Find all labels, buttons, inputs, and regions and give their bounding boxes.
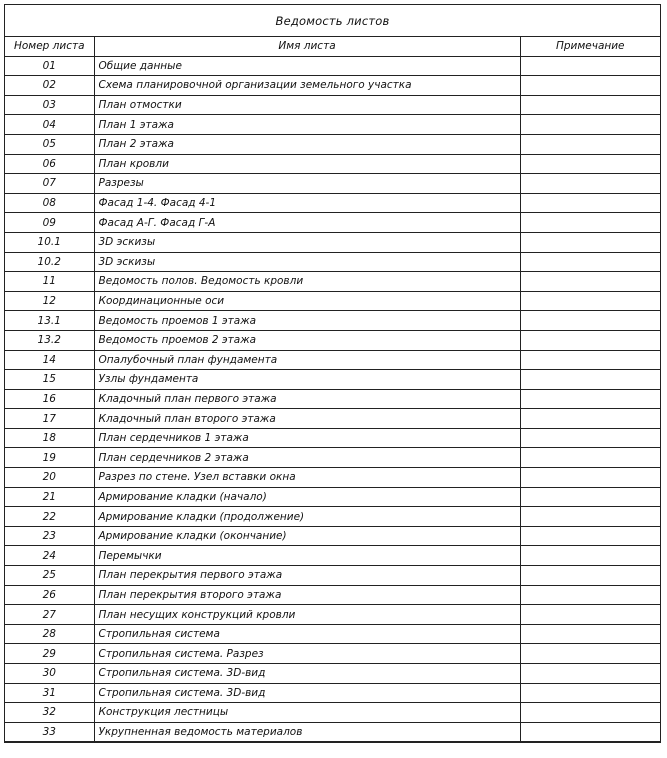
- sheet-note-cell: [520, 546, 660, 566]
- sheet-name-cell: Узлы фундамента: [94, 370, 520, 390]
- sheet-note-cell: [520, 605, 660, 625]
- sheet-number-cell: 04: [5, 115, 94, 135]
- sheet-number-cell: 27: [5, 605, 94, 625]
- table-row: [5, 566, 660, 586]
- sheet-note-cell: [520, 507, 660, 527]
- sheet-name-cell: Опалубочный план фундамента: [94, 350, 520, 370]
- table-row: [5, 174, 660, 194]
- sheet-number-cell: 21: [5, 487, 94, 507]
- sheet-number-cell: 29: [5, 644, 94, 664]
- table-body: [5, 56, 660, 742]
- sheet-number-cell: 33: [5, 722, 94, 742]
- sheet-note-cell: [520, 311, 660, 331]
- table-row: [5, 644, 660, 664]
- table-row: [5, 134, 660, 154]
- sheet-name-cell: 3D эскизы: [94, 232, 520, 252]
- sheet-name-cell: Фасад А-Г. Фасад Г-А: [94, 213, 520, 233]
- sheet-note-cell: [520, 272, 660, 292]
- table-row: [5, 605, 660, 625]
- sheet-name-cell: План 1 этажа: [94, 115, 520, 135]
- sheet-note-cell: [520, 134, 660, 154]
- sheets-table: [5, 37, 660, 742]
- sheet-number-cell: 19: [5, 448, 94, 468]
- sheet-note-cell: [520, 95, 660, 115]
- sheet-name-cell: Координационные оси: [94, 291, 520, 311]
- sheet-number-cell: 31: [5, 683, 94, 703]
- sheet-note-cell: [520, 350, 660, 370]
- table-row: [5, 291, 660, 311]
- table-title: Ведомость листов: [5, 5, 660, 37]
- sheet-note-cell: [520, 664, 660, 684]
- sheet-name-cell: Укрупненная ведомость материалов: [94, 722, 520, 742]
- sheet-number-cell: 12: [5, 291, 94, 311]
- column-header-number: Номер листа: [5, 37, 94, 56]
- sheet-name-cell: Перемычки: [94, 546, 520, 566]
- column-header-name: Имя листа: [94, 37, 520, 56]
- table-row: [5, 311, 660, 331]
- sheet-number-cell: 07: [5, 174, 94, 194]
- sheet-number-cell: 24: [5, 546, 94, 566]
- sheet-name-cell: 3D эскизы: [94, 252, 520, 272]
- sheet-name-cell: Ведомость проемов 1 этажа: [94, 311, 520, 331]
- sheet-note-cell: [520, 213, 660, 233]
- sheet-note-cell: [520, 115, 660, 135]
- table-row: [5, 389, 660, 409]
- sheet-note-cell: [520, 644, 660, 664]
- table-row: [5, 526, 660, 546]
- sheet-note-cell: [520, 409, 660, 429]
- table-row: [5, 154, 660, 174]
- sheet-note-cell: [520, 448, 660, 468]
- sheet-note-cell: [520, 330, 660, 350]
- sheet-number-cell: 23: [5, 526, 94, 546]
- sheet-list-table: [4, 4, 661, 743]
- sheet-number-cell: 32: [5, 703, 94, 723]
- sheet-number-cell: 20: [5, 468, 94, 488]
- sheet-number-cell: 15: [5, 370, 94, 390]
- table-row: [5, 448, 660, 468]
- sheet-name-cell: Армирование кладки (окончание): [94, 526, 520, 546]
- table-row: [5, 722, 660, 742]
- table-row: [5, 330, 660, 350]
- sheet-note-cell: [520, 154, 660, 174]
- table-row: [5, 468, 660, 488]
- sheet-note-cell: [520, 468, 660, 488]
- sheet-note-cell: [520, 389, 660, 409]
- sheet-number-cell: 30: [5, 664, 94, 684]
- sheet-name-cell: План сердечников 2 этажа: [94, 448, 520, 468]
- table-row: [5, 487, 660, 507]
- sheet-name-cell: Стропильная система. 3D-вид: [94, 664, 520, 684]
- sheet-name-cell: Армирование кладки (начало): [94, 487, 520, 507]
- table-row: [5, 585, 660, 605]
- sheet-name-cell: План перекрытия первого этажа: [94, 566, 520, 586]
- sheet-name-cell: Фасад 1-4. Фасад 4-1: [94, 193, 520, 213]
- sheet-name-cell: План кровли: [94, 154, 520, 174]
- sheet-note-cell: [520, 585, 660, 605]
- sheet-number-cell: 08: [5, 193, 94, 213]
- sheet-note-cell: [520, 76, 660, 96]
- table-row: [5, 664, 660, 684]
- sheet-number-cell: 14: [5, 350, 94, 370]
- sheet-name-cell: План 2 этажа: [94, 134, 520, 154]
- sheet-number-cell: 02: [5, 76, 94, 96]
- table-row: [5, 683, 660, 703]
- sheet-number-cell: 10.1: [5, 232, 94, 252]
- table-row: [5, 546, 660, 566]
- sheet-number-cell: 13.2: [5, 330, 94, 350]
- sheet-note-cell: [520, 174, 660, 194]
- sheet-number-cell: 09: [5, 213, 94, 233]
- sheet-name-cell: Стропильная система. 3D-вид: [94, 683, 520, 703]
- sheet-number-cell: 03: [5, 95, 94, 115]
- table-row: [5, 95, 660, 115]
- table-row: [5, 370, 660, 390]
- table-row: [5, 624, 660, 644]
- sheet-number-cell: 11: [5, 272, 94, 292]
- sheet-note-cell: [520, 232, 660, 252]
- table-row: [5, 56, 660, 76]
- table-row: [5, 409, 660, 429]
- sheet-note-cell: [520, 566, 660, 586]
- sheet-name-cell: Кладочный план первого этажа: [94, 389, 520, 409]
- header-row: [5, 37, 660, 56]
- sheet-number-cell: 25: [5, 566, 94, 586]
- sheet-name-cell: Конструкция лестницы: [94, 703, 520, 723]
- table-row: [5, 350, 660, 370]
- sheet-number-cell: 01: [5, 56, 94, 76]
- sheet-name-cell: План перекрытия второго этажа: [94, 585, 520, 605]
- sheet-note-cell: [520, 526, 660, 546]
- sheet-note-cell: [520, 291, 660, 311]
- sheet-number-cell: 17: [5, 409, 94, 429]
- sheet-number-cell: 28: [5, 624, 94, 644]
- table-row: [5, 252, 660, 272]
- table-row: [5, 428, 660, 448]
- table-row: [5, 115, 660, 135]
- sheet-name-cell: План несущих конструкций кровли: [94, 605, 520, 625]
- sheet-note-cell: [520, 370, 660, 390]
- table-row: [5, 76, 660, 96]
- table-row: [5, 193, 660, 213]
- sheet-name-cell: Кладочный план второго этажа: [94, 409, 520, 429]
- sheet-note-cell: [520, 487, 660, 507]
- sheet-number-cell: 10.2: [5, 252, 94, 272]
- sheet-name-cell: Стропильная система. Разрез: [94, 644, 520, 664]
- sheet-note-cell: [520, 56, 660, 76]
- sheet-name-cell: План сердечников 1 этажа: [94, 428, 520, 448]
- sheet-name-cell: Общие данные: [94, 56, 520, 76]
- sheet-number-cell: 22: [5, 507, 94, 527]
- sheet-name-cell: Ведомость полов. Ведомость кровли: [94, 272, 520, 292]
- sheet-name-cell: План отмостки: [94, 95, 520, 115]
- sheet-name-cell: Разрезы: [94, 174, 520, 194]
- sheet-note-cell: [520, 624, 660, 644]
- table-row: [5, 703, 660, 723]
- table-row: [5, 213, 660, 233]
- column-header-note: Примечание: [520, 37, 660, 56]
- sheet-note-cell: [520, 193, 660, 213]
- sheet-number-cell: 05: [5, 134, 94, 154]
- sheet-note-cell: [520, 703, 660, 723]
- sheet-name-cell: Разрез по стене. Узел вставки окна: [94, 468, 520, 488]
- sheet-number-cell: 16: [5, 389, 94, 409]
- sheet-number-cell: 13.1: [5, 311, 94, 331]
- table-row: [5, 507, 660, 527]
- sheet-note-cell: [520, 722, 660, 742]
- sheet-name-cell: Ведомость проемов 2 этажа: [94, 330, 520, 350]
- sheet-note-cell: [520, 683, 660, 703]
- sheet-name-cell: Стропильная система: [94, 624, 520, 644]
- sheet-number-cell: 06: [5, 154, 94, 174]
- sheet-name-cell: Схема планировочной организации земельного участка: [94, 76, 520, 96]
- table-row: [5, 232, 660, 252]
- sheet-note-cell: [520, 428, 660, 448]
- sheet-number-cell: 18: [5, 428, 94, 448]
- sheet-number-cell: 26: [5, 585, 94, 605]
- sheet-note-cell: [520, 252, 660, 272]
- table-row: [5, 272, 660, 292]
- sheet-name-cell: Армирование кладки (продолжение): [94, 507, 520, 527]
